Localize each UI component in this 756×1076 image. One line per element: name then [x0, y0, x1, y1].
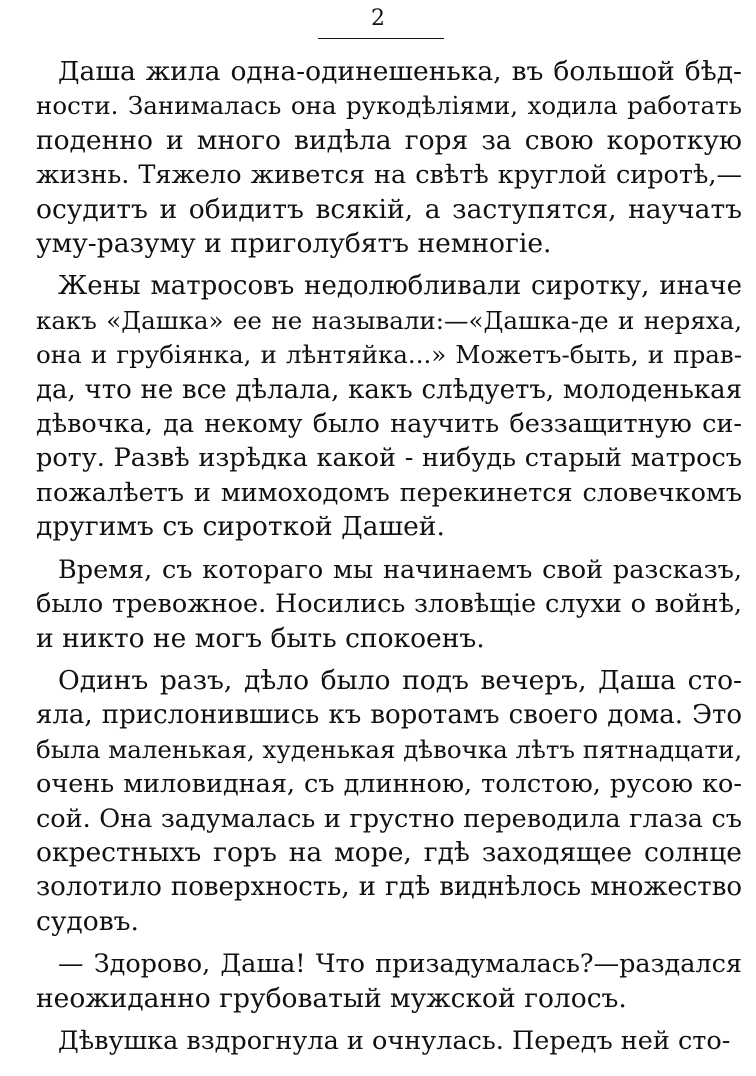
text-line: Даша жила одна-одинешенька, въ большой бѣд- — [58, 56, 742, 87]
text-line: была маленькая, худенькая дѣвочка лѣтъ пятнадцати, — [36, 734, 743, 764]
text-line: золотило поверхность, и гдѣ виднѣлось множество — [36, 872, 742, 903]
text-line: сой. Она задумалась и грустно переводила глаза съ — [36, 803, 742, 834]
text-line: Одинъ разъ, дѣло было подъ вечеръ, Даша сто- — [58, 664, 742, 696]
text-line: какъ «Дашка» ее не называли:—«Дашка-де и неряха, — [36, 305, 742, 335]
text-line: неожиданно грубоватый мужской голосъ. — [36, 982, 627, 1014]
text-line: яла, прислонившись къ воротамъ своего дома. Это — [36, 700, 742, 731]
text-line: и никто не могъ быть спокоенъ. — [36, 622, 485, 654]
text-line: она и грубіянка, и лѣнтяйка...» Можетъ-быть, и прав- — [36, 340, 742, 370]
text-line: да, что не все дѣлала, какъ слѣдуетъ, молоденькая — [36, 374, 742, 405]
text-line: другимъ съ сироткой Дашей. — [36, 511, 445, 543]
text-line: окрестныхъ горъ на море, гдѣ заходящее солнце — [36, 836, 742, 868]
header-rule — [318, 38, 444, 39]
paragraph — [14, 947, 742, 1016]
text-line: пожалѣетъ и мимоходомъ перекинется словечкомъ — [36, 477, 742, 508]
text-line: ности. Занималась она рукодѣліями, ходила работать — [36, 91, 742, 121]
text-line: Жены матросовъ недолюбливали сиротку, иначе — [58, 271, 742, 302]
text-line: судовъ. — [36, 905, 139, 937]
text-line: очень миловидная, съ длинною, толстою, русою ко- — [36, 769, 742, 800]
text-line: поденно и много видѣла горя за свою короткую — [36, 124, 742, 156]
text-line: Время, съ котораго мы начинаемъ свой разсказъ, — [58, 554, 742, 585]
paragraph — [14, 1024, 742, 1058]
text-line: Дѣвушка вздрогнула и очнулась. Передъ ней сто- — [58, 1025, 731, 1056]
paragraph — [14, 55, 742, 261]
text-line: уму-разуму и приголубятъ немногіе. — [36, 228, 552, 260]
page-body — [14, 55, 742, 1066]
text-line: — Здорово, Даша! Что призадумалась?—раздался — [58, 949, 742, 980]
text-line: осудитъ и обидитъ всякій, а заступятся, научатъ — [36, 193, 742, 225]
paragraph — [14, 553, 742, 656]
text-line: роту. Развѣ изрѣдка какой - нибудь старый матросъ — [36, 443, 742, 474]
page-number: 2 — [371, 6, 385, 31]
paragraph — [14, 664, 742, 939]
text-line: дѣвочка, да некому было научить беззащитную си- — [36, 409, 742, 440]
text-line: жизнь. Тяжело живется на свѣтѣ круглой сиротѣ,— — [36, 160, 742, 191]
paragraph — [14, 269, 742, 544]
text-line: было тревожное. Носились зловѣщіе слухи о войнѣ, — [36, 589, 742, 620]
